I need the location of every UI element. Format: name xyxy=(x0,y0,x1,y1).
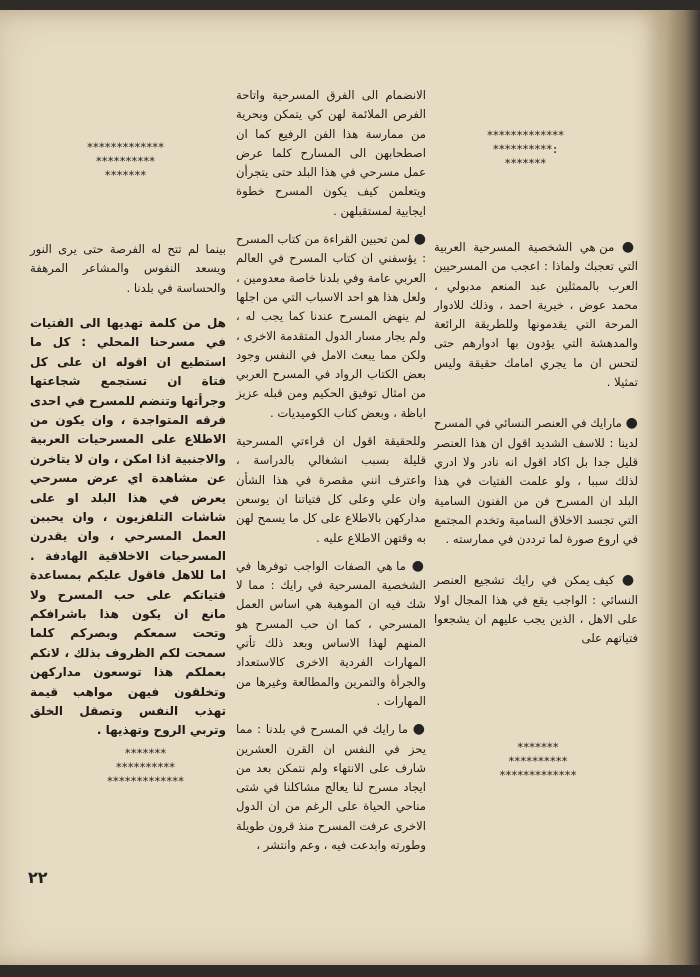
bullet-icon: ● xyxy=(411,557,427,574)
closing-message: هل من كلمة تهديها الى الفتيات في مسرحنا المحلي : كل ما استطيع ان اقوله ان على كل فتاة ان تستجمع شجاعتها وجرأتها وتنضم للمسرح في احدى فرقه المتواجدة ، وان يكون من الاطلاع على المسرحيات العربية والاجنبية اذا امكن ، وان لا يتاخرن عن مشاهدة اي عرض مسرحي يعرض في هذا البلد او على شاشات التلفزيون ، وان يحببن العمل المسرحي ، وان يقدرن المسرحيات الاخلاقية الهادفة . اما للاهل فاقول عليكم بمساعدة فتياتكم على حب المسرح ولا مانع ان يكون هذا باشرافكم وتحت سمعكم وبصركم كلما سمحت لكم الظروف بذلك ، لانكم بعملكم هذا توسعون مداركهن وتخلقون فيهن مواهب قيمة تهذب النفس وتصقل الخلق وتربي الروح وتهذيها . xyxy=(30,315,226,738)
column-middle xyxy=(236,86,426,864)
bullet-icon: ● xyxy=(412,721,426,738)
qa-paragraph: لمن تحبين القراءة من كتاب المسرح : يؤسفني ان كتاب المسرح في العالم العربي عامة وفي بلدنا خاصة معدومين ، ولعل هذا هو احد الاسباب التي من اجلها لم ينهض المسرح عندنا كما يجب له ، ولم يجار مسار الدول المتقدمة الاخرى ، ولكن مما يبعث الامل في النفس وجود بعض الكتاب الرواد في المسرح العربي من امثال توفيق الحكيم ومن قبله عزيز اباظة ، وبعض كتاب الكوميديات . xyxy=(236,232,426,420)
bullet-icon: ● xyxy=(621,239,639,255)
stars-line: ************* xyxy=(106,774,184,788)
stars-line: ******* xyxy=(104,168,146,182)
stars-ornament-bottom-right xyxy=(470,740,605,782)
page-number: ٢٢ xyxy=(28,868,48,887)
stars-ornament-top-right xyxy=(455,128,595,170)
stars-line: ******* xyxy=(516,740,559,754)
page-edge xyxy=(666,10,700,965)
column-right xyxy=(434,238,638,658)
stars-line: ******* xyxy=(124,746,166,760)
article-paragraph: وللحقيقة اقول ان قراءتي المسرحية قليلة بسبب انشغالي بالدراسة ، واعترف انني مقصرة في هذا الشأن وان علي وعلى كل فتياتنا ان يوسعن مداركهن بالاطلاع على كل ما يسمح لهن به وقتهن الاطلاع عليه . xyxy=(236,434,426,545)
stars-line: **********: xyxy=(492,142,558,156)
stars-line: ********** xyxy=(507,754,568,768)
stars-line: ************* xyxy=(86,140,164,154)
qa-paragraph: كيف يمكن في رايك تشجيع العنصر النسائي : الواجب يقع في هذا المجال اولا على الاهل ، الذين يجب عليهم ان يشجعوا فتياتهم على xyxy=(434,573,638,646)
bullet-icon: ● xyxy=(413,231,427,248)
bullet-icon: ● xyxy=(621,572,638,589)
stars-line: ******* xyxy=(504,156,546,170)
stars-line: ********** xyxy=(95,154,155,168)
qa-paragraph: ما رايك في المسرح في بلدنا : مما يحز في النفس ان القرن العشرين شارف على الانتهاء ولم نتمكن بعد من ايجاد مسرح لنا يعالج مشاكلنا في شتى مناحي الحياة على الرغم من ان الدول الاخرى عرفت المسرح منذ قرون طويلة وطورته وابدعت فيه ، وعم وانتشر ، xyxy=(236,722,426,852)
column-left xyxy=(30,240,226,750)
qa-paragraph: من هي الشخصية المسرحية العربية التي تعجبك ولماذا : اعجب من المسرحيين العرب بالممثلين عبد المنعم مدبولي ، محمد عوض ، خيرية احمد ، وذلك للادوار المرحة التي يقدمونها وللطريقة الرائعة والمدهشة التي يؤدون بها ادوارهم حتى لتحس ان ما يجري امامك حقيقة وليس تمثيلا . xyxy=(434,240,638,390)
stars-line: ************* xyxy=(486,128,564,142)
qa-paragraph: مارايك في العنصر النسائي في المسرح لدينا : للاسف الشديد اقول ان هذا العنصر قليل جدا بل اكاد اقول انه نادر ولا ادري لذلك سببا ، ولو علمت الفتيات في هذا البلد ان المسرح فن من الفنون السامية التي تجسد الاخلاق السامية وتخدم المجتمع في اروع صورة لما ترددن في ممارسته . xyxy=(434,416,638,547)
qa-paragraph: ما هي الصفات الواجب توفرها في الشخصية المسرحية في رايك : مما لا شك فيه ان الموهبة هي اساس العمل المسرحي ، كما ان حب المسرح هو المنهم لهذا الاساس وبعد ذلك تأتي المهارات الفردية الاخرى كالاستعداد والجرأة والتمرين والمطالعة وغيرها من المهارات . xyxy=(236,558,426,708)
bullet-icon: ● xyxy=(625,415,639,432)
stars-ornament-top-left xyxy=(55,140,195,182)
stars-ornament-bottom-middle xyxy=(80,746,210,788)
stars-line: ********** xyxy=(115,760,175,774)
article-paragraph: بينما لم تتح له الفرصة حتى يرى النور ويسعد النفوس والمشاعر المرهفة والحساسة في بلدنا . xyxy=(30,242,226,295)
stars-line: ************* xyxy=(498,768,576,782)
article-paragraph: الانضمام الى الفرق المسرحية واتاحة الفرص الملائمة لهن كي يتمكن وبحرية من ممارسة هذا الفن الرفيع كما ان اصطحابهن الى المسارح كلما عرض عمل مسرحي في هذا البلد حتى يتجرأن ويتعلمن كيف يكون المسرح خطوة ايجابية لمستقبلهن . xyxy=(236,88,426,218)
